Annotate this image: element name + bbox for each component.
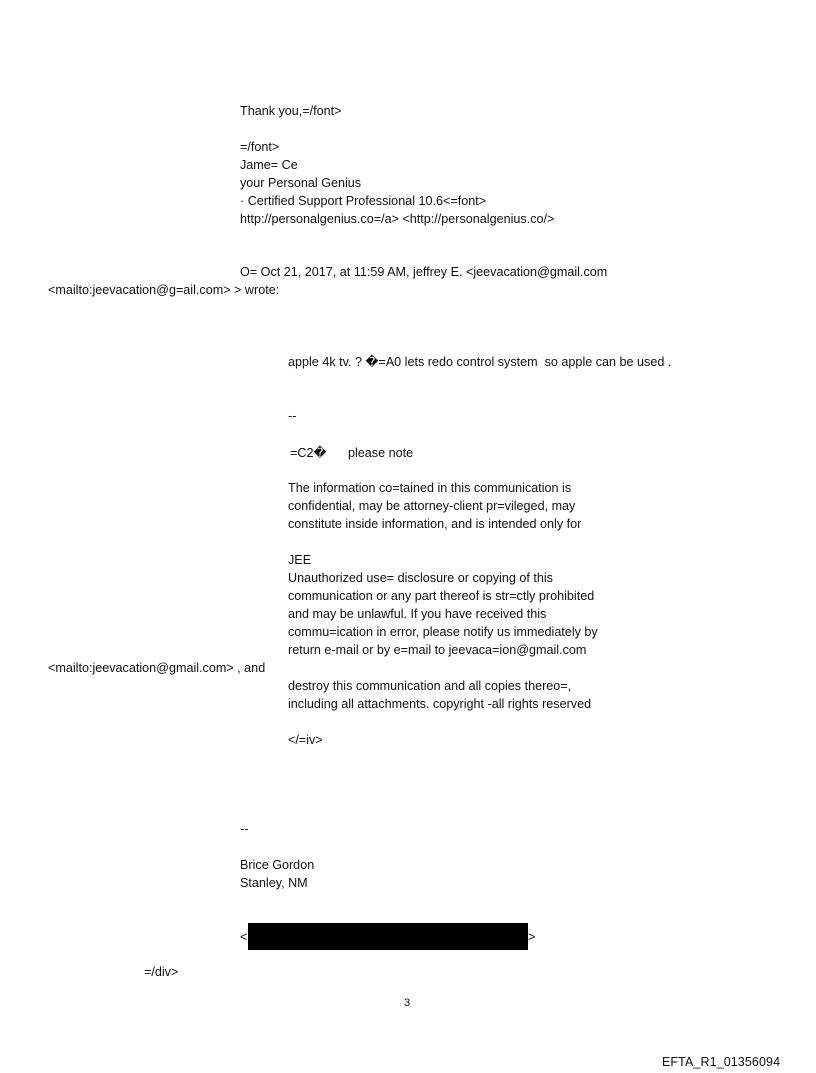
signature-certification: · Certified Support Professional 10.6<=font>	[240, 194, 487, 208]
unauthorized-line-4: commu=ication in error, please notify us immediately by	[288, 625, 598, 639]
disclaimer-line-2: confidential, may be attorney-client pr=vileged, may	[288, 499, 576, 513]
sender-location: Stanley, NM	[240, 876, 308, 890]
note-prefix: =C2�	[290, 446, 327, 460]
div-close-line: </=iv>	[288, 733, 323, 747]
destroy-line-2: including all attachments. copyright -all rights reserved	[288, 697, 592, 711]
unauthorized-line-1: Unauthorized use= disclosure or copying of this	[288, 571, 553, 585]
disclaimer-line-3: constitute inside information, and is intended only for	[288, 517, 582, 531]
jee-line: JEE	[288, 553, 312, 567]
signature-name: Jame= Ce	[240, 158, 298, 172]
destroy-line-1: destroy this communication and all copies thereo=,	[288, 679, 572, 693]
mailto-line: <mailto:jeevacation@gmail.com> , and	[48, 661, 266, 675]
note-label: please note	[348, 446, 414, 460]
reply-header-line-2: <mailto:jeevacation@g=ail.com> > wrote:	[48, 283, 280, 297]
sender-separator: --	[240, 822, 249, 836]
thanks-line: Thank you,=/font>	[240, 104, 342, 118]
disclaimer-line-1: The information co=tained in this communication is	[288, 481, 572, 495]
signature-title: your Personal Genius	[240, 176, 362, 190]
font-close-line: =/font>	[240, 140, 280, 154]
bracket-close: >	[528, 930, 536, 944]
bracket-open: <	[240, 930, 248, 944]
redaction-bar	[248, 923, 528, 950]
quoted-message: apple 4k tv. ? �=A0 lets redo control system so apple can be used .	[288, 355, 672, 369]
quoted-separator: --	[288, 409, 297, 423]
document-id: EFTA_R1_01356094	[662, 1055, 781, 1069]
trailing-div-close: =/div>	[144, 965, 179, 979]
reply-header-line-1: O= Oct 21, 2017, at 11:59 AM, jeffrey E. <jeevacation@gmail.com	[240, 265, 608, 279]
sender-name: Brice Gordon	[240, 858, 315, 872]
unauthorized-line-2: communication or any part thereof is str=ctly prohibited	[288, 589, 595, 603]
unauthorized-line-5: return e-mail or by e=mail to jeevaca=ion@gmail.com	[288, 643, 587, 657]
page-number: 3	[404, 997, 411, 1009]
signature-link: http://personalgenius.co=/a> <http://personalgenius.co/>	[240, 212, 555, 226]
unauthorized-line-3: and may be unlawful. If you have received this	[288, 607, 547, 621]
